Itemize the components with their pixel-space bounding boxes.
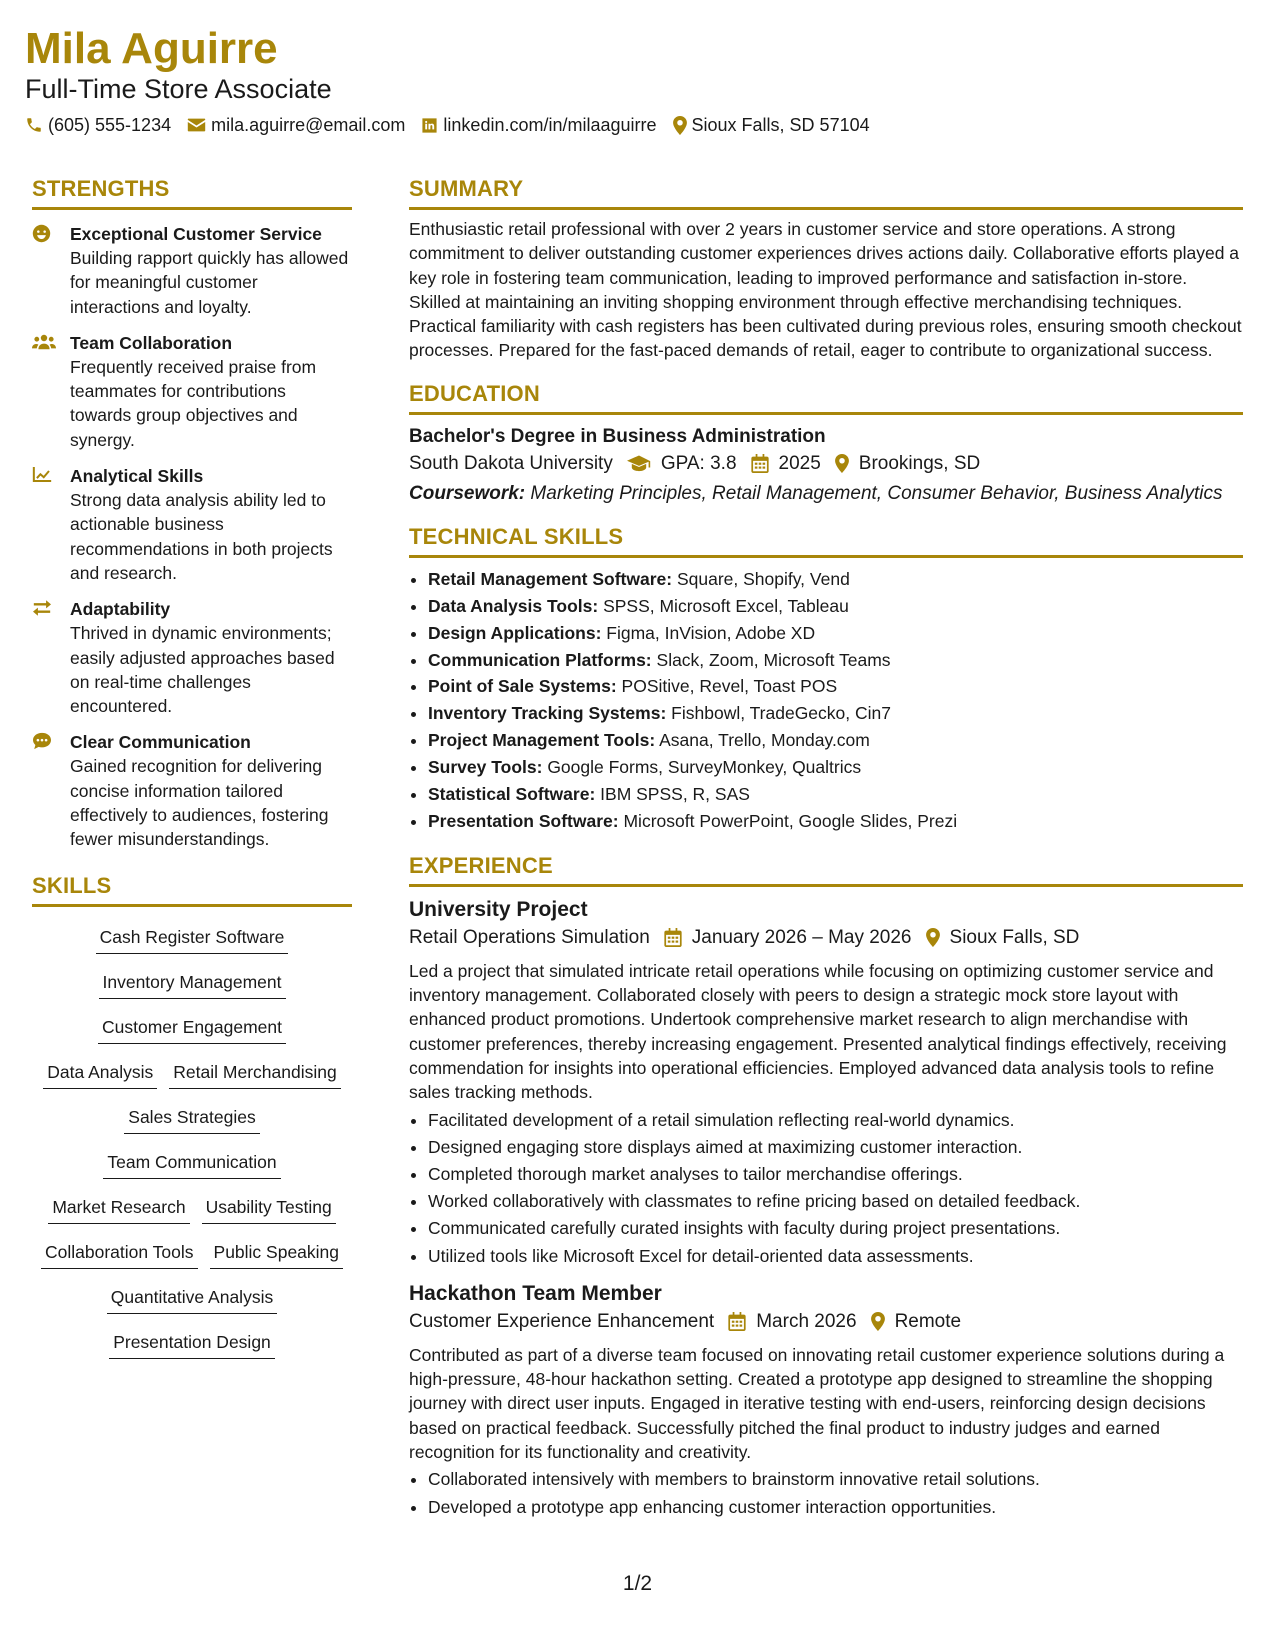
calendar-icon bbox=[728, 1312, 746, 1331]
contact-phone[interactable] bbox=[25, 115, 171, 136]
education-section bbox=[409, 381, 1243, 506]
skills-section bbox=[32, 873, 352, 1369]
technical-skills-heading: TECHNICAL SKILLS bbox=[409, 524, 1243, 558]
list-item: • Retail Management Software: Square, Shopify, Vend bbox=[428, 566, 1243, 593]
arrows-exchange-icon bbox=[32, 599, 52, 617]
skill-chip: Market Research bbox=[48, 1195, 189, 1224]
list-item: • Presentation Software: Microsoft PowerPoint, Google Slides, Prezi bbox=[428, 808, 1243, 835]
list-item: • Utilized tools like Microsoft Excel for detail-oriented data assessments. bbox=[428, 1243, 1243, 1270]
skill-chip: Retail Merchandising bbox=[169, 1060, 340, 1089]
education-meta bbox=[409, 450, 1243, 478]
list-item: • Worked collaboratively with classmates to refine pricing based on detailed feedback. bbox=[428, 1188, 1243, 1215]
strength-title: Clear Communication bbox=[70, 732, 251, 753]
location-text: Sioux Falls, SD 57104 bbox=[691, 114, 870, 135]
role-meta bbox=[409, 1308, 1243, 1336]
school-location: Brookings, SD bbox=[858, 452, 981, 474]
comment-dots-icon bbox=[32, 732, 52, 750]
list-item: • Survey Tools: Google Forms, SurveyMonkey, Qualtrics bbox=[428, 754, 1243, 781]
strength-title: Analytical Skills bbox=[70, 466, 204, 487]
left-column bbox=[32, 176, 352, 1369]
strength-item bbox=[32, 597, 352, 718]
skill-chip: Cash Register Software bbox=[96, 925, 289, 954]
map-pin-icon bbox=[926, 928, 940, 947]
calendar-icon bbox=[664, 928, 682, 947]
list-item: • Project Management Tools: Asana, Trello, Monday.com bbox=[428, 727, 1243, 754]
list-item: • Completed thorough market analyses to tailor merchandise offerings. bbox=[428, 1161, 1243, 1188]
role-dates: March 2026 bbox=[756, 1310, 857, 1332]
role-org: Customer Experience Enhancement bbox=[409, 1310, 715, 1332]
list-item: • Designed engaging store displays aimed at maximizing customer interaction. bbox=[428, 1134, 1243, 1161]
skill-chip: Data Analysis bbox=[43, 1060, 157, 1089]
grad-year: 2025 bbox=[778, 452, 821, 474]
list-item: • Data Analysis Tools: SPSS, Microsoft Excel, Tableau bbox=[428, 593, 1243, 620]
list-item: • Communication Platforms: Slack, Zoom, Microsoft Teams bbox=[428, 647, 1243, 674]
users-icon bbox=[32, 333, 56, 351]
experience-section bbox=[409, 853, 1243, 1521]
strength-title: Exceptional Customer Service bbox=[70, 224, 322, 244]
role-bullets bbox=[409, 1466, 1243, 1520]
school-name: South Dakota University bbox=[409, 452, 613, 474]
contact-location bbox=[673, 115, 870, 136]
strength-desc: Gained recognition for delivering concise information tailored effectively to audiences, fostering fewer misunderstandings. bbox=[70, 756, 329, 850]
skills-list bbox=[32, 919, 352, 1369]
skill-chip: Usability Testing bbox=[202, 1195, 336, 1224]
strength-item bbox=[32, 730, 352, 851]
strengths-heading: STRENGTHS bbox=[32, 176, 352, 210]
gpa: GPA: 3.8 bbox=[660, 452, 737, 474]
envelope-icon bbox=[187, 117, 206, 133]
education-heading: EDUCATION bbox=[409, 381, 1243, 415]
skill-chip: Presentation Design bbox=[109, 1330, 275, 1359]
skills-heading: SKILLS bbox=[32, 873, 352, 907]
skill-chip: Sales Strategies bbox=[124, 1105, 259, 1134]
skill-chip: Inventory Management bbox=[99, 970, 286, 999]
contact-bar bbox=[25, 113, 886, 137]
role-org: Retail Operations Simulation bbox=[409, 926, 650, 948]
skill-chip: Collaboration Tools bbox=[41, 1240, 198, 1269]
strength-desc: Frequently received praise from teammates for contributions towards group objectives and synergy. bbox=[70, 356, 317, 450]
phone-icon bbox=[25, 116, 43, 134]
strength-title: Team Collaboration bbox=[70, 332, 233, 353]
list-item: • Inventory Tracking Systems: Fishbowl, TradeGecko, Cin7 bbox=[428, 700, 1243, 727]
experience-heading: EXPERIENCE bbox=[409, 853, 1243, 887]
strength-item bbox=[32, 331, 352, 452]
skill-chip: Public Speaking bbox=[210, 1240, 344, 1269]
map-pin-icon bbox=[871, 1312, 885, 1331]
role-title: Hackathon Team Member bbox=[409, 1281, 662, 1305]
contact-linkedin[interactable] bbox=[421, 115, 656, 136]
phone-text: (605) 555-1234 bbox=[48, 114, 172, 135]
map-pin-icon bbox=[835, 454, 849, 473]
page-number: 1/2 bbox=[622, 1572, 653, 1595]
coursework bbox=[409, 482, 1243, 506]
coursework-label: Coursework: bbox=[409, 482, 526, 504]
linkedin-text: linkedin.com/in/milaaguirre bbox=[443, 114, 657, 135]
strength-desc: Building rapport quickly has allowed for meaningful customer interactions and loyalty. bbox=[70, 248, 349, 317]
calendar-icon bbox=[751, 454, 769, 473]
summary-heading: SUMMARY bbox=[409, 176, 1243, 210]
role-description: Led a project that simulated intricate retail operations while focusing on optimizing customer service and inventory management. Collaborated closely with peers to design a strategic mock store layout with enhanced product promotions. Undertook comprehensive market research to align merchandise with customer preferences, thereby increasing engagement. Presented analytical findings effectively, receiving commendation for insights into operational efficiencies. Employed advanced data analysis tools to refine sales tracking methods. bbox=[409, 960, 1227, 1103]
skill-chip: Team Communication bbox=[103, 1150, 280, 1179]
skill-chip: Quantitative Analysis bbox=[107, 1285, 277, 1314]
skill-chip: Customer Engagement bbox=[98, 1015, 286, 1044]
role-meta bbox=[409, 924, 1243, 952]
list-item: • Facilitated development of a retail simulation reflecting real-world dynamics. bbox=[428, 1107, 1243, 1134]
linkedin-icon bbox=[421, 117, 438, 134]
strength-title: Adaptability bbox=[70, 599, 171, 620]
technical-skills-section bbox=[409, 524, 1243, 835]
right-column bbox=[409, 176, 1243, 1521]
summary-text: Enthusiastic retail professional with over 2 years in customer service and store operations. A strong commitment to deliver outstanding customer experiences drives actions daily. Collaborative efforts played a key role in fostering team communication, leading to improved performance and satisfaction in-store. Skilled at maintaining an inviting shopping environment through effective merchandising techniques. Practical familiarity with cash registers has been cultivated during previous roles, ensuring smooth checkout processes. Prepared for the fast-paced demands of retail, eager to contribute to organizational success. bbox=[409, 219, 1242, 361]
role-dates: January 2026 – May 2026 bbox=[691, 926, 912, 948]
list-item: • Design Applications: Figma, InVision, Adobe XD bbox=[428, 620, 1243, 647]
role-bullets bbox=[409, 1107, 1243, 1270]
strength-item bbox=[32, 464, 352, 585]
smile-icon bbox=[32, 224, 51, 243]
role-description: Contributed as part of a diverse team focused on innovating retail customer experience solutions during a high-pressure, 48-hour hackathon setting. Created a prototype app designed to streamline the shopping journey with direct user inputs. Engaged in iterative testing with end-users, reinforcing design decisions based on practical feedback. Successfully pitched the final product to industry judges and earned recognition for its functionality and creativity. bbox=[409, 1344, 1225, 1463]
list-item: • Communicated carefully curated insights with faculty during project presentations. bbox=[428, 1215, 1243, 1242]
job-title: Full-Time Store Associate bbox=[25, 74, 332, 104]
list-item: • Point of Sale Systems: POSitive, Revel, Toast POS bbox=[428, 673, 1243, 700]
degree-title: Bachelor's Degree in Business Administration bbox=[409, 425, 826, 447]
coursework-list: Marketing Principles, Retail Management, Consumer Behavior, Business Analytics bbox=[530, 482, 1223, 504]
email-text: mila.aguirre@email.com bbox=[211, 114, 406, 135]
candidate-name: Mila Aguirre bbox=[25, 24, 278, 73]
contact-email[interactable] bbox=[187, 115, 405, 136]
technical-skills-list bbox=[409, 566, 1243, 835]
strength-desc: Thrived in dynamic environments; easily adjusted approaches based on real-time challenges encountered. bbox=[70, 623, 335, 717]
list-item: • Statistical Software: IBM SPSS, R, SAS bbox=[428, 781, 1243, 808]
map-pin-icon bbox=[673, 116, 687, 135]
role-location: Sioux Falls, SD bbox=[949, 926, 1080, 948]
strength-desc: Strong data analysis ability led to actionable business recommendations in both projects and research. bbox=[70, 490, 333, 583]
chart-line-icon bbox=[32, 466, 52, 483]
list-item: • Collaborated intensively with members to brainstorm innovative retail solutions. bbox=[428, 1466, 1243, 1493]
role-title: University Project bbox=[409, 897, 588, 921]
role-location: Remote bbox=[894, 1310, 962, 1332]
list-item: • Developed a prototype app enhancing customer interaction opportunities. bbox=[428, 1494, 1243, 1521]
graduation-cap-icon bbox=[627, 455, 651, 472]
strength-item bbox=[32, 222, 352, 319]
